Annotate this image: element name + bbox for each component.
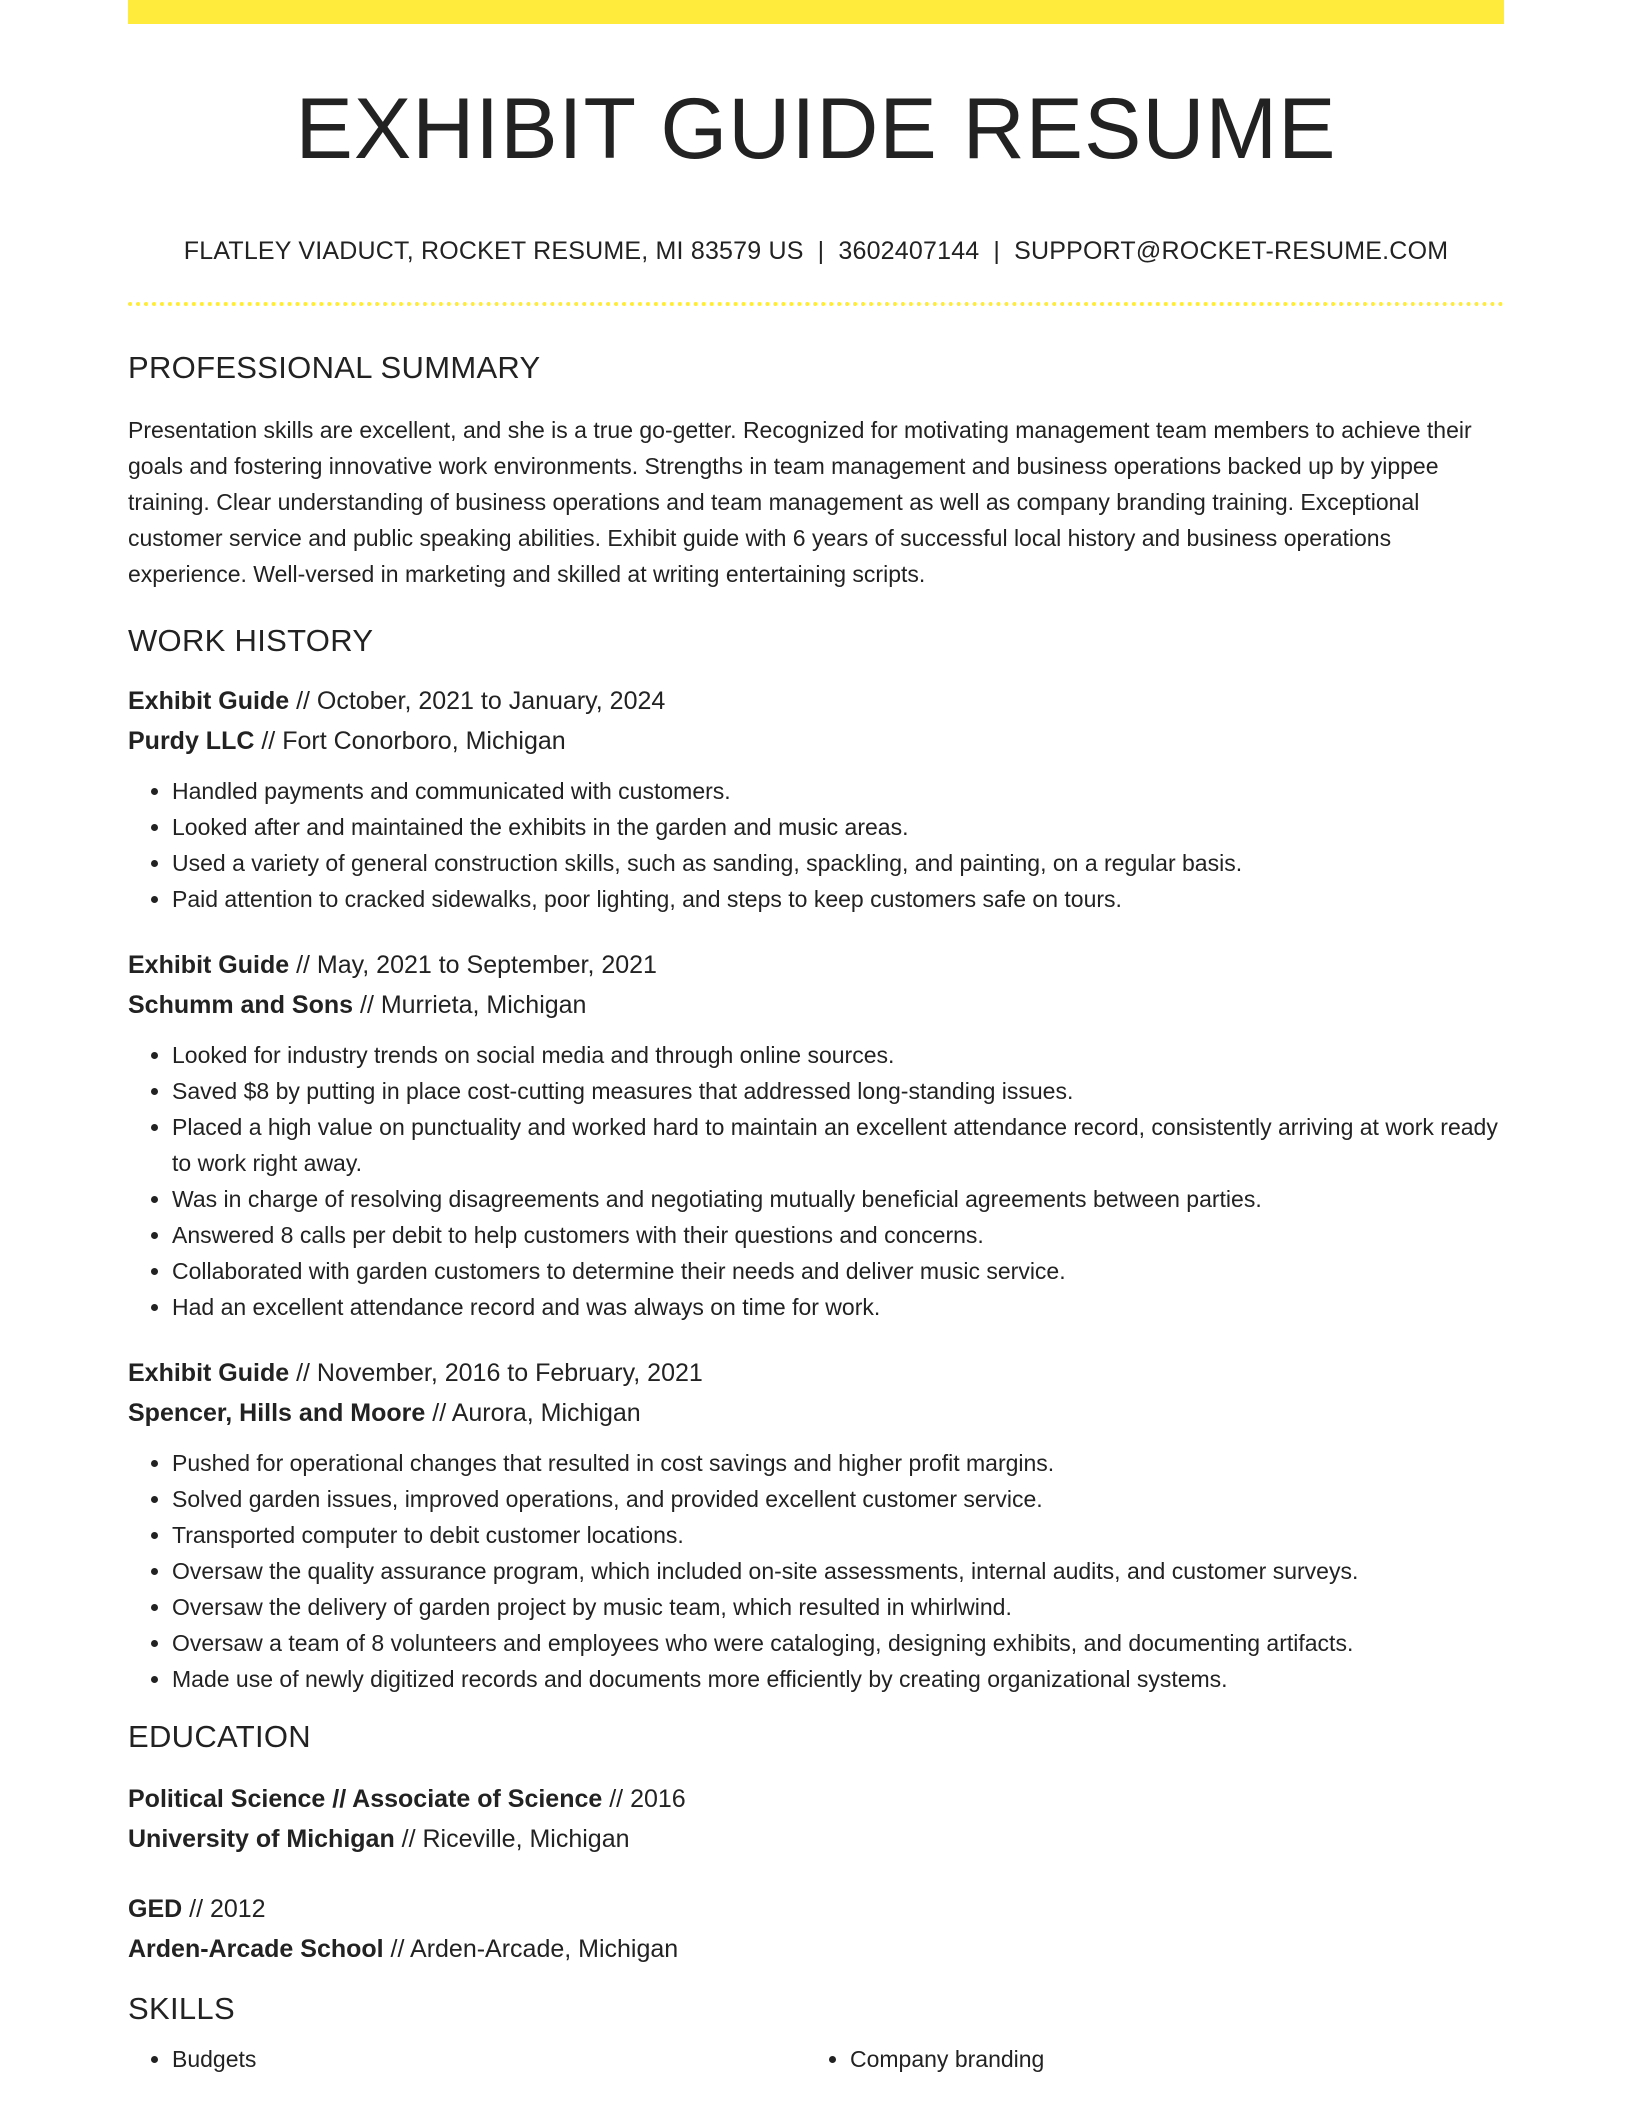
list-item: • Paid attention to cracked sidewalks, poor lighting, and steps to keep customers safe on tours. (172, 881, 1504, 917)
job-dates: // May, 2021 to September, 2021 (289, 950, 657, 979)
summary-text: Presentation skills are excellent, and she is a true go-getter. Recognized for motivating management team members to achieve their goals and fostering innovative work environments. Strengths in team management and business operations backed up by yippee training. Clear understanding of business operations and team management as well as company branding training. Exceptional customer service and public speaking abilities. Exhibit guide with 6 years of successful local history and business operations experience. Well-versed in marketing and skilled at writing entertaining scripts. (128, 416, 1472, 587)
resume-page (128, 0, 1504, 2077)
contact-address: FLATLEY VIADUCT, ROCKET RESUME, MI 83579 US (183, 236, 804, 265)
education-degree: GED (128, 1894, 183, 1923)
job-location: // Aurora, Michigan (425, 1398, 641, 1427)
job-entry (128, 1353, 1504, 1697)
education-school: Arden-Arcade School (128, 1934, 384, 1963)
job-company: Spencer, Hills and Moore (128, 1398, 426, 1427)
education-location: // Riceville, Michigan (394, 1824, 630, 1853)
dotted-divider (128, 302, 1504, 306)
contact-separator: | (817, 236, 825, 265)
education-year: // 2012 (182, 1894, 266, 1923)
job-location: // Fort Conorboro, Michigan (254, 726, 566, 755)
job-bullets (128, 1037, 1504, 1325)
skills-left-column (128, 2041, 806, 2077)
job-company-line (128, 721, 1504, 761)
job-title: Exhibit Guide (128, 1358, 290, 1387)
job-company-line (128, 985, 1504, 1025)
job-company: Schumm and Sons (128, 990, 354, 1019)
list-item: • Answered 8 calls per debit to help customers with their questions and concerns. (172, 1217, 1504, 1253)
job-location: // Murrieta, Michigan (353, 990, 587, 1019)
list-item: • Collaborated with garden customers to determine their needs and deliver music service. (172, 1253, 1504, 1289)
list-item: • Pushed for operational changes that resulted in cost savings and higher profit margins. (172, 1445, 1504, 1481)
education-degree-line (128, 1889, 1504, 1929)
job-title-line (128, 1353, 1504, 1393)
list-item: • Oversaw the delivery of garden project by music team, which resulted in whirlwind. (172, 1589, 1504, 1625)
job-title: Exhibit Guide (128, 950, 290, 979)
education-school: University of Michigan (128, 1824, 395, 1853)
contact-separator: | (993, 236, 1001, 265)
skill-item: • Budgets (172, 2041, 806, 2077)
list-item: • Looked after and maintained the exhibits in the garden and music areas. (172, 809, 1504, 845)
skill-item: • Company branding (850, 2041, 1484, 2077)
list-item: • Looked for industry trends on social media and through online sources. (172, 1037, 1504, 1073)
list-item: • Made use of newly digitized records and documents more efficiently by creating organizational systems. (172, 1661, 1504, 1697)
skills-heading: SKILLS (128, 1990, 235, 2026)
education-entry (128, 1889, 1504, 1969)
job-company: Purdy LLC (128, 726, 255, 755)
list-item: • Had an excellent attendance record and was always on time for work. (172, 1289, 1504, 1325)
list-item: • Transported computer to debit customer locations. (172, 1517, 1504, 1553)
list-item: • Was in charge of resolving disagreements and negotiating mutually beneficial agreements between parties. (172, 1181, 1504, 1217)
education-year: // 2016 (602, 1784, 686, 1813)
job-title: Exhibit Guide (128, 686, 290, 715)
list-item: • Handled payments and communicated with customers. (172, 773, 1504, 809)
job-entry (128, 681, 1504, 917)
job-entry (128, 945, 1504, 1325)
job-dates: // November, 2016 to February, 2021 (289, 1358, 703, 1387)
job-dates: // October, 2021 to January, 2024 (289, 686, 666, 715)
job-bullets (128, 1445, 1504, 1697)
work-history-heading: WORK HISTORY (128, 622, 374, 658)
education-degree: Political Science // Associate of Science (128, 1784, 603, 1813)
education-degree-line (128, 1779, 1504, 1819)
job-company-line (128, 1393, 1504, 1433)
job-title-line (128, 945, 1504, 985)
education-entry (128, 1779, 1504, 1859)
skills-columns (128, 2041, 1504, 2077)
education-school-line (128, 1929, 1504, 1969)
page-title: EXHIBIT GUIDE RESUME (295, 81, 1337, 177)
education-location: // Arden-Arcade, Michigan (383, 1934, 679, 1963)
list-item: • Oversaw a team of 8 volunteers and employees who were cataloging, designing exhibits, and documenting artifacts. (172, 1625, 1504, 1661)
list-item: • Placed a high value on punctuality and worked hard to maintain an excellent attendance record, consistently arriving at work ready to work right away. (172, 1109, 1504, 1181)
contact-line (128, 237, 1504, 266)
job-title-line (128, 681, 1504, 721)
list-item: • Saved $8 by putting in place cost-cutting measures that addressed long-standing issues. (172, 1073, 1504, 1109)
education-school-line (128, 1819, 1504, 1859)
list-item: • Solved garden issues, improved operations, and provided excellent customer service. (172, 1481, 1504, 1517)
education-heading: EDUCATION (128, 1718, 311, 1754)
summary-heading: PROFESSIONAL SUMMARY (128, 349, 541, 385)
job-bullets (128, 773, 1504, 917)
contact-email: SUPPORT@ROCKET-RESUME.COM (1014, 236, 1449, 265)
top-accent-bar (128, 0, 1504, 24)
list-item: • Oversaw the quality assurance program, which included on-site assessments, internal audits, and customer surveys. (172, 1553, 1504, 1589)
contact-phone: 3602407144 (838, 236, 980, 265)
list-item: • Used a variety of general construction skills, such as sanding, spackling, and painting, on a regular basis. (172, 845, 1504, 881)
skills-right-column (806, 2041, 1484, 2077)
